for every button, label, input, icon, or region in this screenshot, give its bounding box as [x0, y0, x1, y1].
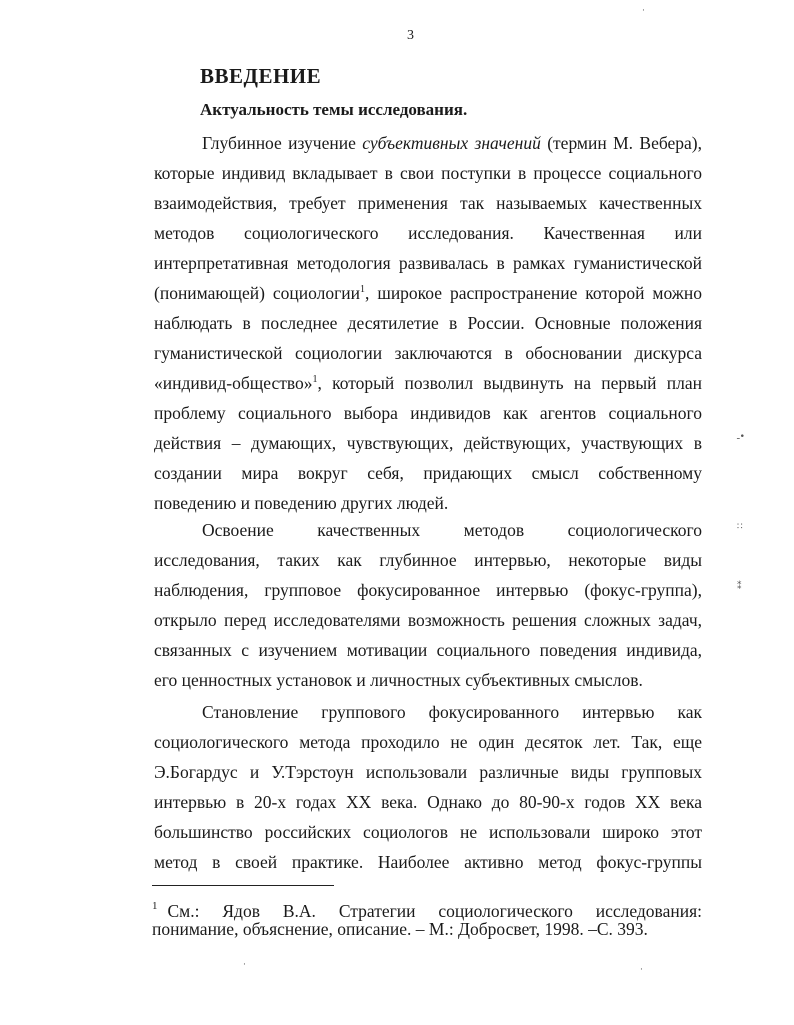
text-line: открыло перед исследователями возможность решения сложных задач,: [154, 610, 702, 630]
text-line: действия – думающих, чувствующих, действующих, участвующих в: [154, 433, 702, 453]
section-subheading: Актуальность темы исследования.: [200, 100, 468, 119]
page-number: 3: [407, 28, 414, 43]
paragraph-3: [154, 697, 702, 877]
scan-artifact: ·: [640, 965, 643, 975]
text-line: наблюдения, групповое фокусированное интервью (фокус-группа),: [154, 580, 702, 600]
text-line: (понимающей) социологии$^1$, широкое распространение которой можно: [154, 283, 702, 303]
section-heading: ВВЕДЕНИЕ: [200, 64, 322, 88]
scan-artifact: ·: [642, 6, 645, 16]
text-line: интерпретативная методология развивалась в рамках гуманистической: [154, 253, 702, 273]
footnote-reference: 1: [312, 374, 318, 386]
text-line: связанных с изучением мотивации социального поведения индивида,: [154, 640, 702, 660]
paragraph-2: [154, 515, 702, 695]
footnote-line: $^1$ См.: Ядов В.А. Стратегии социологического исследования:: [152, 900, 702, 921]
text-line: проблему социального выбора индивидов как агентов социального: [154, 403, 702, 423]
footnote: [152, 895, 702, 941]
text-line: метод в своей практике. Наиболее активно метод фокус-группы: [154, 852, 702, 872]
text-line: наблюдать в последнее десятилетие в России. Основные положения: [154, 313, 702, 333]
text-line: его ценностных установок и личностных субъективных смыслов.: [154, 670, 643, 690]
text-line: методов социологического исследования. Качественная или: [154, 223, 702, 243]
footnote-line: понимание, объяснение, описание. – М.: Добросвет, 1998. –С. 393.: [152, 919, 648, 939]
footnote-reference: 1: [360, 284, 366, 296]
footnote-marker: 1: [152, 900, 158, 912]
scan-artifact: ·: [243, 960, 246, 970]
text-line: создании мира вокруг себя, придающих смысл собственному: [154, 463, 702, 483]
text-line: Э.Богардус и У.Тэрстоун использовали различные виды групповых: [154, 762, 702, 782]
text-line: «индивид-общество»$^1$, который позволил выдвинуть на первый план: [154, 373, 702, 393]
text-line: взаимодействия, требует применения так называемых качественных: [154, 193, 702, 213]
text-line: интервью в 20-х годах XX века. Однако до 80-90-х годов XX века: [154, 792, 702, 812]
text-line: которые индивид вкладывает в свои поступки в процессе социального: [154, 163, 702, 183]
text-line: исследования, таких как глубинное интервью, некоторые виды: [154, 550, 702, 570]
text-line: большинство российских социологов не использовали широко этот: [154, 822, 702, 842]
scan-artifact: ⁑: [737, 582, 742, 592]
footnote-divider: [152, 885, 334, 886]
text-line: поведению и поведению других людей.: [154, 493, 449, 513]
paragraph-1: [154, 128, 702, 518]
scan-artifact: ـ•: [737, 432, 745, 442]
text-line: Освоение качественных методов социологического: [202, 520, 702, 540]
text-line: Глубинное изучение субъективных значений (термин М. Вебера),: [202, 133, 702, 153]
italic-term: субъективных значений: [362, 133, 541, 153]
text-line: Становление группового фокусированного интервью как: [202, 702, 702, 722]
text-line: социологического метода проходило не один десяток лет. Так, еще: [154, 732, 702, 752]
scan-artifact: ∷: [737, 522, 743, 532]
text-line: гуманистической социологии заключаются в обосновании дискурса: [154, 343, 702, 363]
